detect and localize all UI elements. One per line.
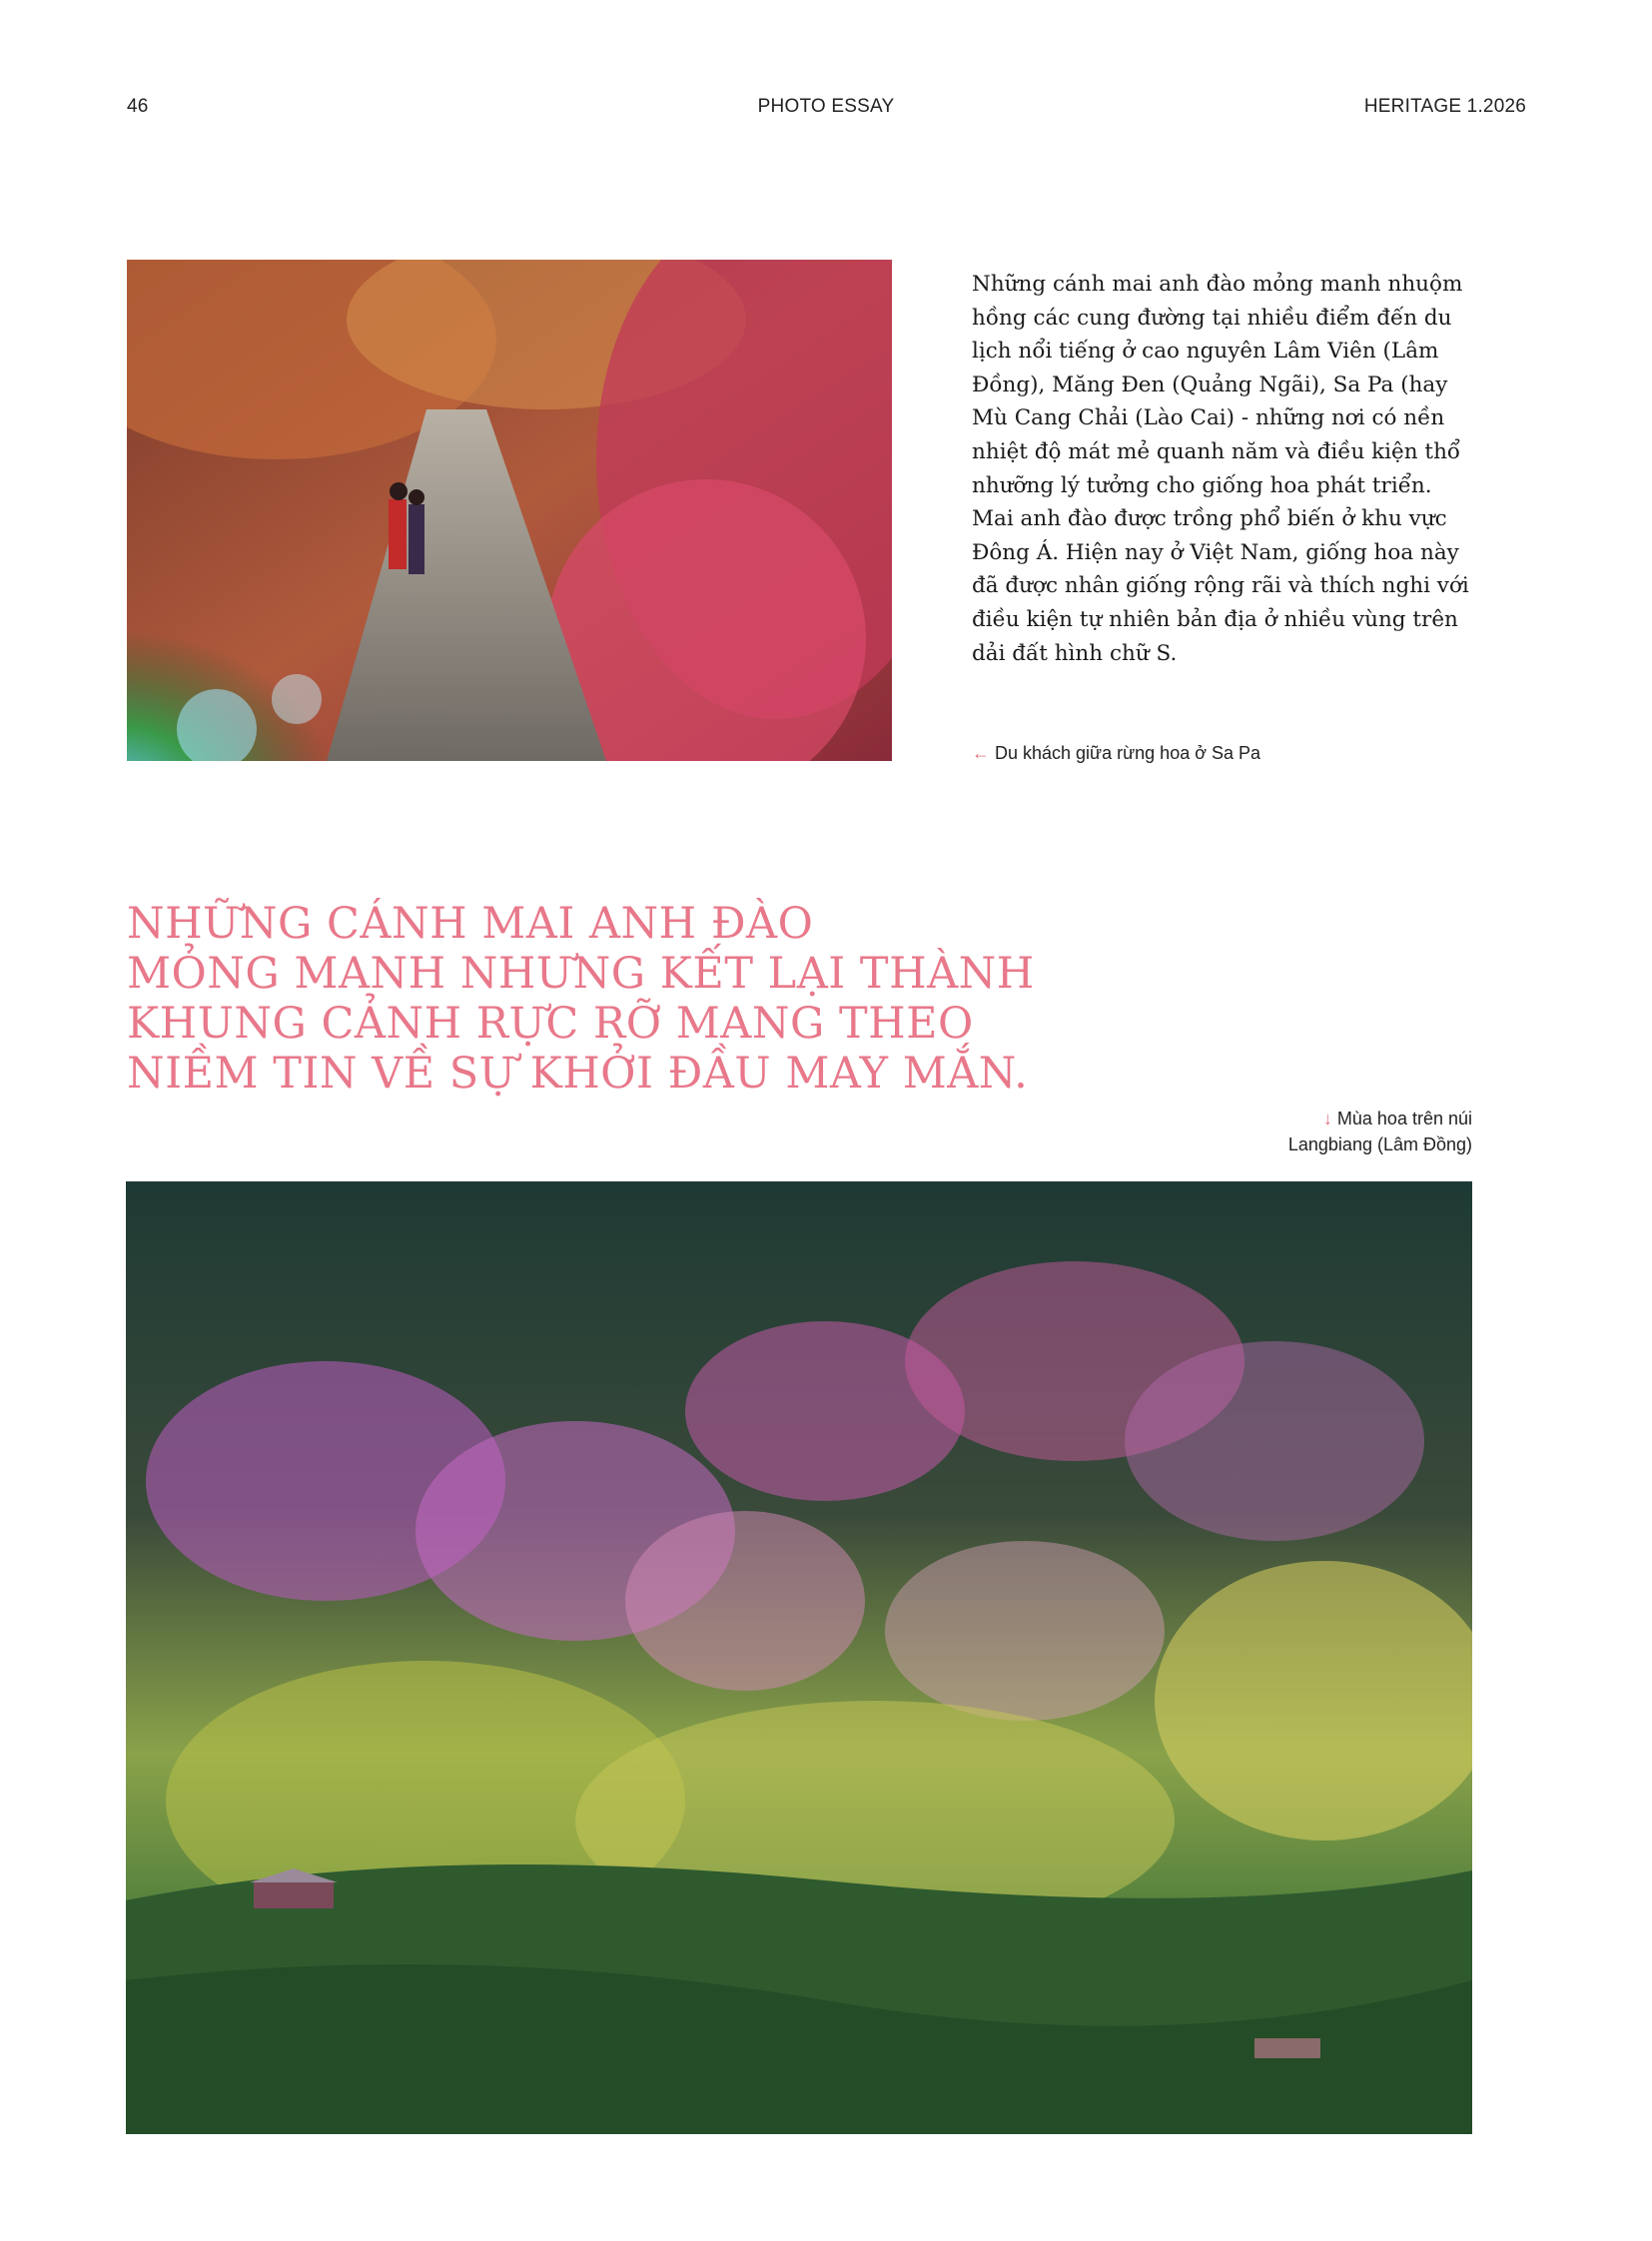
cherry-blossom-path-photo [127,260,892,761]
arrow-down-icon: ↓ [1322,1109,1332,1128]
photo2-caption-line: Mùa hoa trên núi [1336,1109,1472,1128]
page-number: 46 [127,96,149,117]
photo2-caption-line: Langbiang (Lâm Đồng) [1287,1134,1472,1154]
photo1-caption-text: Du khách giữa rừng hoa ở Sa Pa [995,743,1261,763]
pull-quote [127,899,1035,1099]
langbiang-hillside-photo [126,1181,1472,2134]
section-label: PHOTO ESSAY [757,96,895,117]
article-body-text: Những cánh mai anh đào mỏng manh nhuộm hồng các cung đường tại nhiều điểm đến du lịch nổi tiếng ở cao nguyên Lâm Viên (Lâm Đồng), Măng Đen (Quảng Ngãi), Sa Pa (hay Mù Cang Chải (Lào Cai) - những nơi có nền nhiệt độ mát mẻ quanh năm và điều kiện thổ nhưỡng lý tưởng cho giống hoa phát triển. Mai anh đào được trồng phổ biến ở khu vực Đông Á. Hiện nay ở Việt Nam, giống hoa này đã được nhân giống rộng rãi và thích nghi với điều kiện tự nhiên bản địa ở nhiều vùng trên dải đất hình chữ S. [972,272,1469,666]
pull-quote-line: KHUNG CẢNH RỰC RỠ MANG THEO [127,999,974,1049]
photo2-caption [1173,1106,1472,1157]
photo1-caption [972,740,1260,766]
pull-quote-line: NHỮNG CÁNH MAI ANH ĐÀO [127,899,814,949]
arrow-left-icon: ← [972,743,990,763]
pull-quote-line: NIỀM TIN VỀ SỰ KHỞI ĐẦU MAY MẮN. [127,1049,1029,1099]
issue-label: HERITAGE 1.2026 [1363,96,1526,117]
pull-quote-line: MỎNG MANH NHƯNG KẾT LẠI THÀNH [127,949,1035,999]
